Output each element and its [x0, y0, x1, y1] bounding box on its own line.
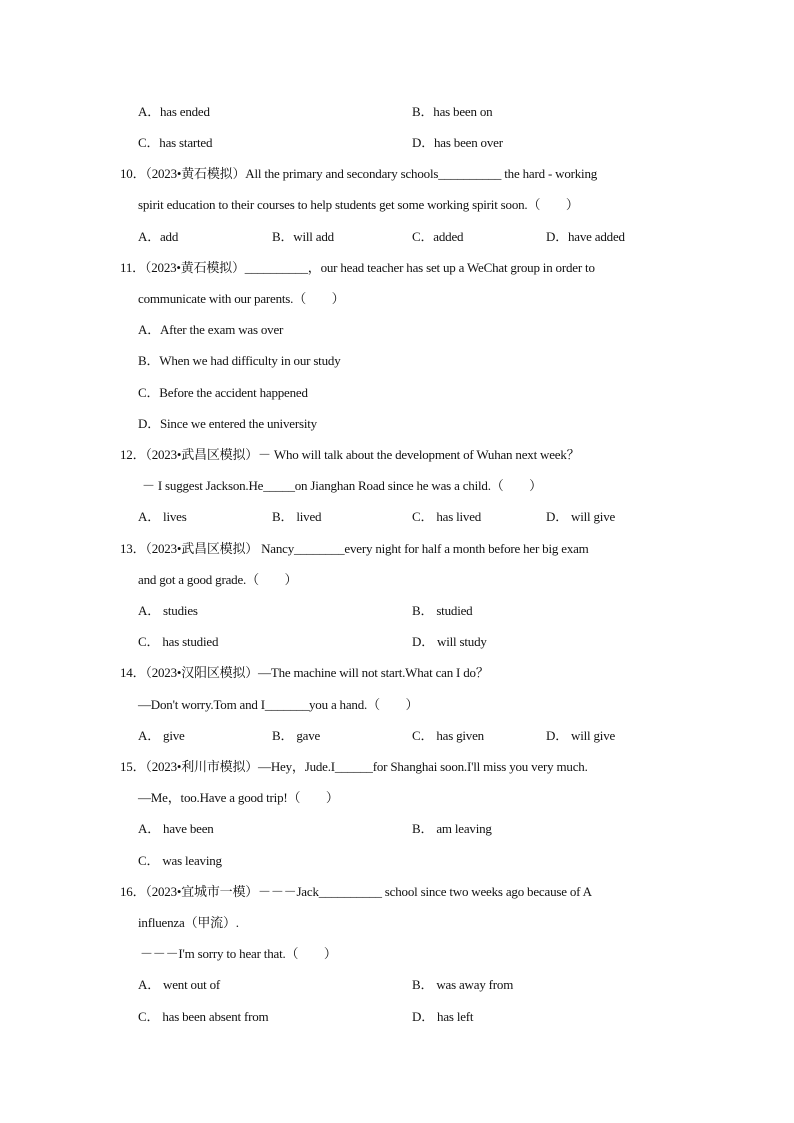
q13-option-d: D． will study [412, 634, 487, 649]
q16-stem-text-2: influenza（甲流）. [138, 915, 239, 930]
q9-option-d: D．has been over [412, 135, 503, 150]
q13-options-row-2 [0, 632, 794, 652]
q11-option-c-row [0, 383, 794, 403]
q12-option-a: A． lives [138, 509, 187, 524]
q13-option-b: B． studied [412, 603, 473, 618]
q16-stem-text-3: －－－I'm sorry to hear that.（ ） [140, 946, 337, 961]
q10-option-c: C．added [412, 229, 464, 244]
q10-option-a: A．add [138, 229, 179, 244]
q14-option-b: B． gave [272, 728, 321, 743]
q16-option-c: C． has been absent from [138, 1009, 269, 1024]
q11-stem-line-1 [0, 258, 794, 278]
q16-stem-line-2 [0, 913, 794, 933]
q15-stem-line-1 [0, 757, 794, 777]
q16-option-a: A． went out of [138, 977, 221, 992]
q16-options-row-1 [0, 975, 794, 995]
q14-stem-line-2 [0, 695, 794, 715]
q12-stem-text-2: － I suggest Jackson.He_____on Jianghan Road since he was a child.（ ） [142, 478, 542, 493]
q15-option-c: C． was leaving [138, 853, 222, 868]
q15-stem-text-2: —Me，too.Have a good trip!（ ） [138, 790, 339, 805]
q11-option-a: A．After the exam was over [138, 322, 284, 337]
q10-stem-line-1 [0, 164, 794, 184]
q12-stem-text-1: 12．（2023•武昌区模拟）－ Who will talk about the development of Wuhan next week？ [120, 447, 580, 462]
q11-option-a-row [0, 320, 794, 340]
q15-option-a: A． have been [138, 821, 214, 836]
q16-option-d: D． has left [412, 1009, 474, 1024]
q13-stem-line-1 [0, 539, 794, 559]
q10-stem-text-1: 10．（2023•黄石模拟）All the primary and secondary schools__________ the hard - working [120, 166, 598, 181]
q12-stem-line-2 [0, 476, 794, 496]
q12-option-d: D． will give [546, 509, 616, 524]
q13-options-row-1 [0, 601, 794, 621]
q15-stem-text-1: 15．（2023•利川市模拟）—Hey，Jude.I______for Shanghai soon.I'll miss you very much. [120, 759, 588, 774]
q11-option-c: C．Before the accident happened [138, 385, 308, 400]
q11-option-d: D．Since we entered the university [138, 416, 317, 431]
q10-stem-text-2: spirit education to their courses to help students get some working spirit soon.（ ） [138, 197, 579, 212]
q13-stem-text-2: and got a good grade.（ ） [138, 572, 298, 587]
q15-options-row-1 [0, 819, 794, 839]
q15-option-b: B． am leaving [412, 821, 492, 836]
q12-options [0, 507, 794, 527]
q13-stem-text-1: 13．（2023•武昌区模拟） Nancy________every night for half a month before her big exam [120, 541, 589, 556]
q9-option-a: A．has ended [138, 104, 210, 119]
q16-stem-line-3 [0, 944, 794, 964]
q9-option-c: C．has started [138, 135, 213, 150]
q14-option-d: D． will give [546, 728, 616, 743]
q14-stem-text-1: 14．（2023•汉阳区模拟）—The machine will not start.What can I do？ [120, 665, 489, 680]
q13-option-a: A． studies [138, 603, 198, 618]
q10-option-d: D．have added [546, 229, 625, 244]
q12-option-b: B． lived [272, 509, 322, 524]
q12-option-c: C． has lived [412, 509, 482, 524]
q11-stem-text-1: 11．（2023•黄石模拟）__________，our head teacher has set up a WeChat group in order to [120, 260, 595, 275]
q15-options-row-2 [0, 851, 794, 871]
q14-option-a: A． give [138, 728, 185, 743]
q13-option-c: C． has studied [138, 634, 219, 649]
q16-options-row-2 [0, 1007, 794, 1027]
q9-options-row-1 [0, 102, 794, 122]
q11-stem-text-2: communicate with our parents.（ ） [138, 291, 345, 306]
q16-stem-line-1 [0, 882, 794, 902]
q11-option-d-row [0, 414, 794, 434]
q10-option-b: B．will add [272, 229, 334, 244]
q14-stem-text-2: —Don't worry.Tom and I_______you a hand.（ ） [138, 697, 419, 712]
q14-options [0, 726, 794, 746]
q11-option-b-row [0, 351, 794, 371]
q10-options [0, 227, 794, 247]
q14-stem-line-1 [0, 663, 794, 683]
q11-option-b: B．When we had difficulty in our study [138, 353, 341, 368]
q9-options-row-2 [0, 133, 794, 153]
q9-option-b: B．has been on [412, 104, 493, 119]
q11-stem-line-2 [0, 289, 794, 309]
q12-stem-line-1 [0, 445, 794, 465]
q10-stem-line-2 [0, 195, 794, 215]
q15-stem-line-2 [0, 788, 794, 808]
q16-stem-text-1: 16．（2023•宜城市一模）－－－Jack__________ school since two weeks ago because of A [120, 884, 592, 899]
q16-option-b: B． was away from [412, 977, 514, 992]
q14-option-c: C． has given [412, 728, 484, 743]
q13-stem-line-2 [0, 570, 794, 590]
